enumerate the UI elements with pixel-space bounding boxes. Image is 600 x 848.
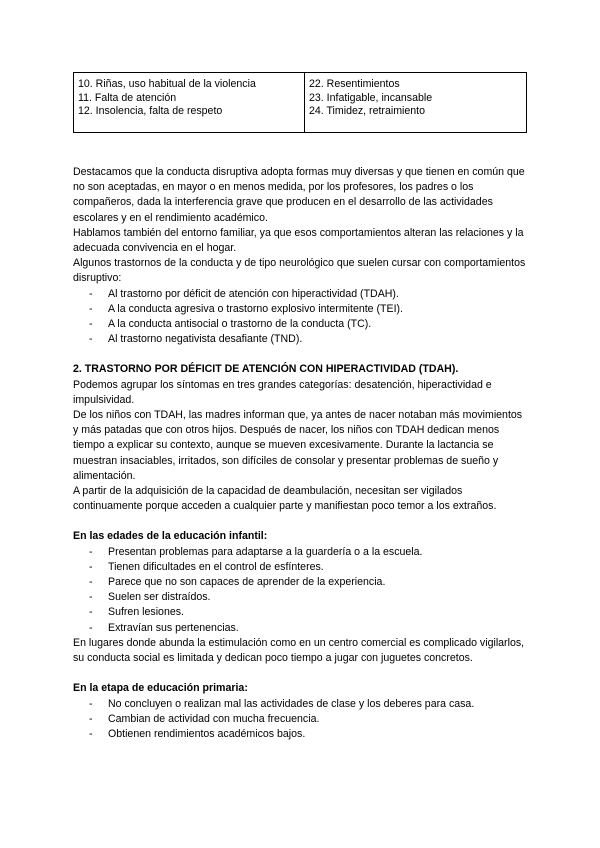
infantil-list bbox=[73, 545, 527, 636]
list-item: - Extravían sus pertenencias. bbox=[89, 621, 239, 634]
document-body bbox=[73, 165, 527, 742]
section-paragraph: Podemos agrupar los síntomas en tres grandes categorías: desatención, hiperactividad e impulsividad. bbox=[73, 378, 492, 406]
spacer bbox=[73, 514, 527, 529]
section-heading: 2. TRASTORNO POR DÉFICIT DE ATENCIÓN CON HIPERACTIVIDAD (TDAH). bbox=[73, 363, 459, 376]
list-item: - Al trastorno negativista desafiante (TND). bbox=[89, 333, 303, 346]
table-item: 12. Insolencia, falta de respeto bbox=[78, 105, 223, 117]
table-item: 11. Falta de atención bbox=[78, 91, 177, 104]
subsection-heading: En las edades de la educación infantil: bbox=[73, 530, 268, 543]
list-item: - Al trastorno por déficit de atención con hiperactividad (TDAH). bbox=[89, 287, 399, 300]
table-item: 24. Timidez, retraimiento bbox=[309, 105, 425, 117]
table-item: 23. Infatigable, incansable bbox=[309, 91, 433, 104]
behavior-list-table bbox=[73, 72, 527, 133]
list-item: - Tienen dificultades en el control de esfínteres. bbox=[89, 560, 324, 573]
section-paragraph: De los niños con TDAH, las madres informan que, ya antes de nacer notaban más movimientos y más patadas que con otros hijos. Después de nacer, los niños con TDAH dedican menos tiempo a explicar su contexto, aunque se mueven excesivamente. Durante la lactancia se muestran insaciables, irritados, son difíciles de consolar y presentar problemas de sueño y alimentación. bbox=[73, 409, 523, 482]
table-item: 22. Resentimientos bbox=[309, 78, 400, 90]
list-item: - No concluyen o realizan mal las actividades de clase y los deberes para casa. bbox=[89, 697, 475, 710]
list-item: - A la conducta antisocial o trastorno de la conducta (TC). bbox=[89, 318, 372, 331]
list-item: - Sufren lesiones. bbox=[89, 606, 184, 619]
list-item: - Cambian de actividad con mucha frecuencia. bbox=[89, 712, 320, 725]
list-item: - A la conducta agresiva o trastorno explosivo intermitente (TEI). bbox=[89, 302, 404, 315]
table-cell-right bbox=[305, 73, 527, 133]
infantil-paragraph: En lugares donde abunda la estimulación como en un centro comercial es complicado vigilarlos, su conducta social es limitada y dedican poco tiempo a jugar con juguetes concretos. bbox=[73, 636, 525, 665]
list-item: - Parece que no son capaces de aprender de la experiencia. bbox=[89, 576, 386, 589]
list-item: - Presentan problemas para adaptarse a la guardería o a la escuela. bbox=[89, 545, 423, 558]
spacer bbox=[73, 347, 527, 362]
primaria-list bbox=[73, 697, 527, 743]
intro-paragraph: Destacamos que la conducta disruptiva adopta formas muy diversas y que tienen en común que no son aceptadas, en mayor o en menos medida, por los profesores, los padres o los compañeros, dada la interferencia grave que producen en el desarrollo de las actividades escolares y en el rendimiento académico. bbox=[73, 166, 525, 224]
list-item: - Obtienen rendimientos académicos bajos. bbox=[89, 727, 306, 740]
section-paragraph: A partir de la adquisición de la capacidad de deambulación, necesitan ser vigilados continuamente porque acceden a cualquier parte y manifiestan poco temor a los extraños. bbox=[73, 485, 497, 513]
table-item: 10. Riñas, uso habitual de la violencia bbox=[78, 78, 256, 90]
spacer bbox=[73, 666, 527, 681]
intro-paragraph: Algunos trastornos de la conducta y de tipo neurológico que suelen cursar con comportamientos disruptivo: bbox=[73, 257, 526, 285]
disorders-list bbox=[73, 287, 527, 348]
subsection-heading: En la etapa de educación primaria: bbox=[73, 682, 248, 695]
intro-paragraph: Hablamos también del entorno familiar, ya que esos comportamientos alteran las relaciones y la adecuada convivencia en el hogar. bbox=[73, 226, 524, 255]
list-item: - Suelen ser distraídos. bbox=[89, 591, 211, 604]
table-cell-left bbox=[74, 73, 305, 133]
